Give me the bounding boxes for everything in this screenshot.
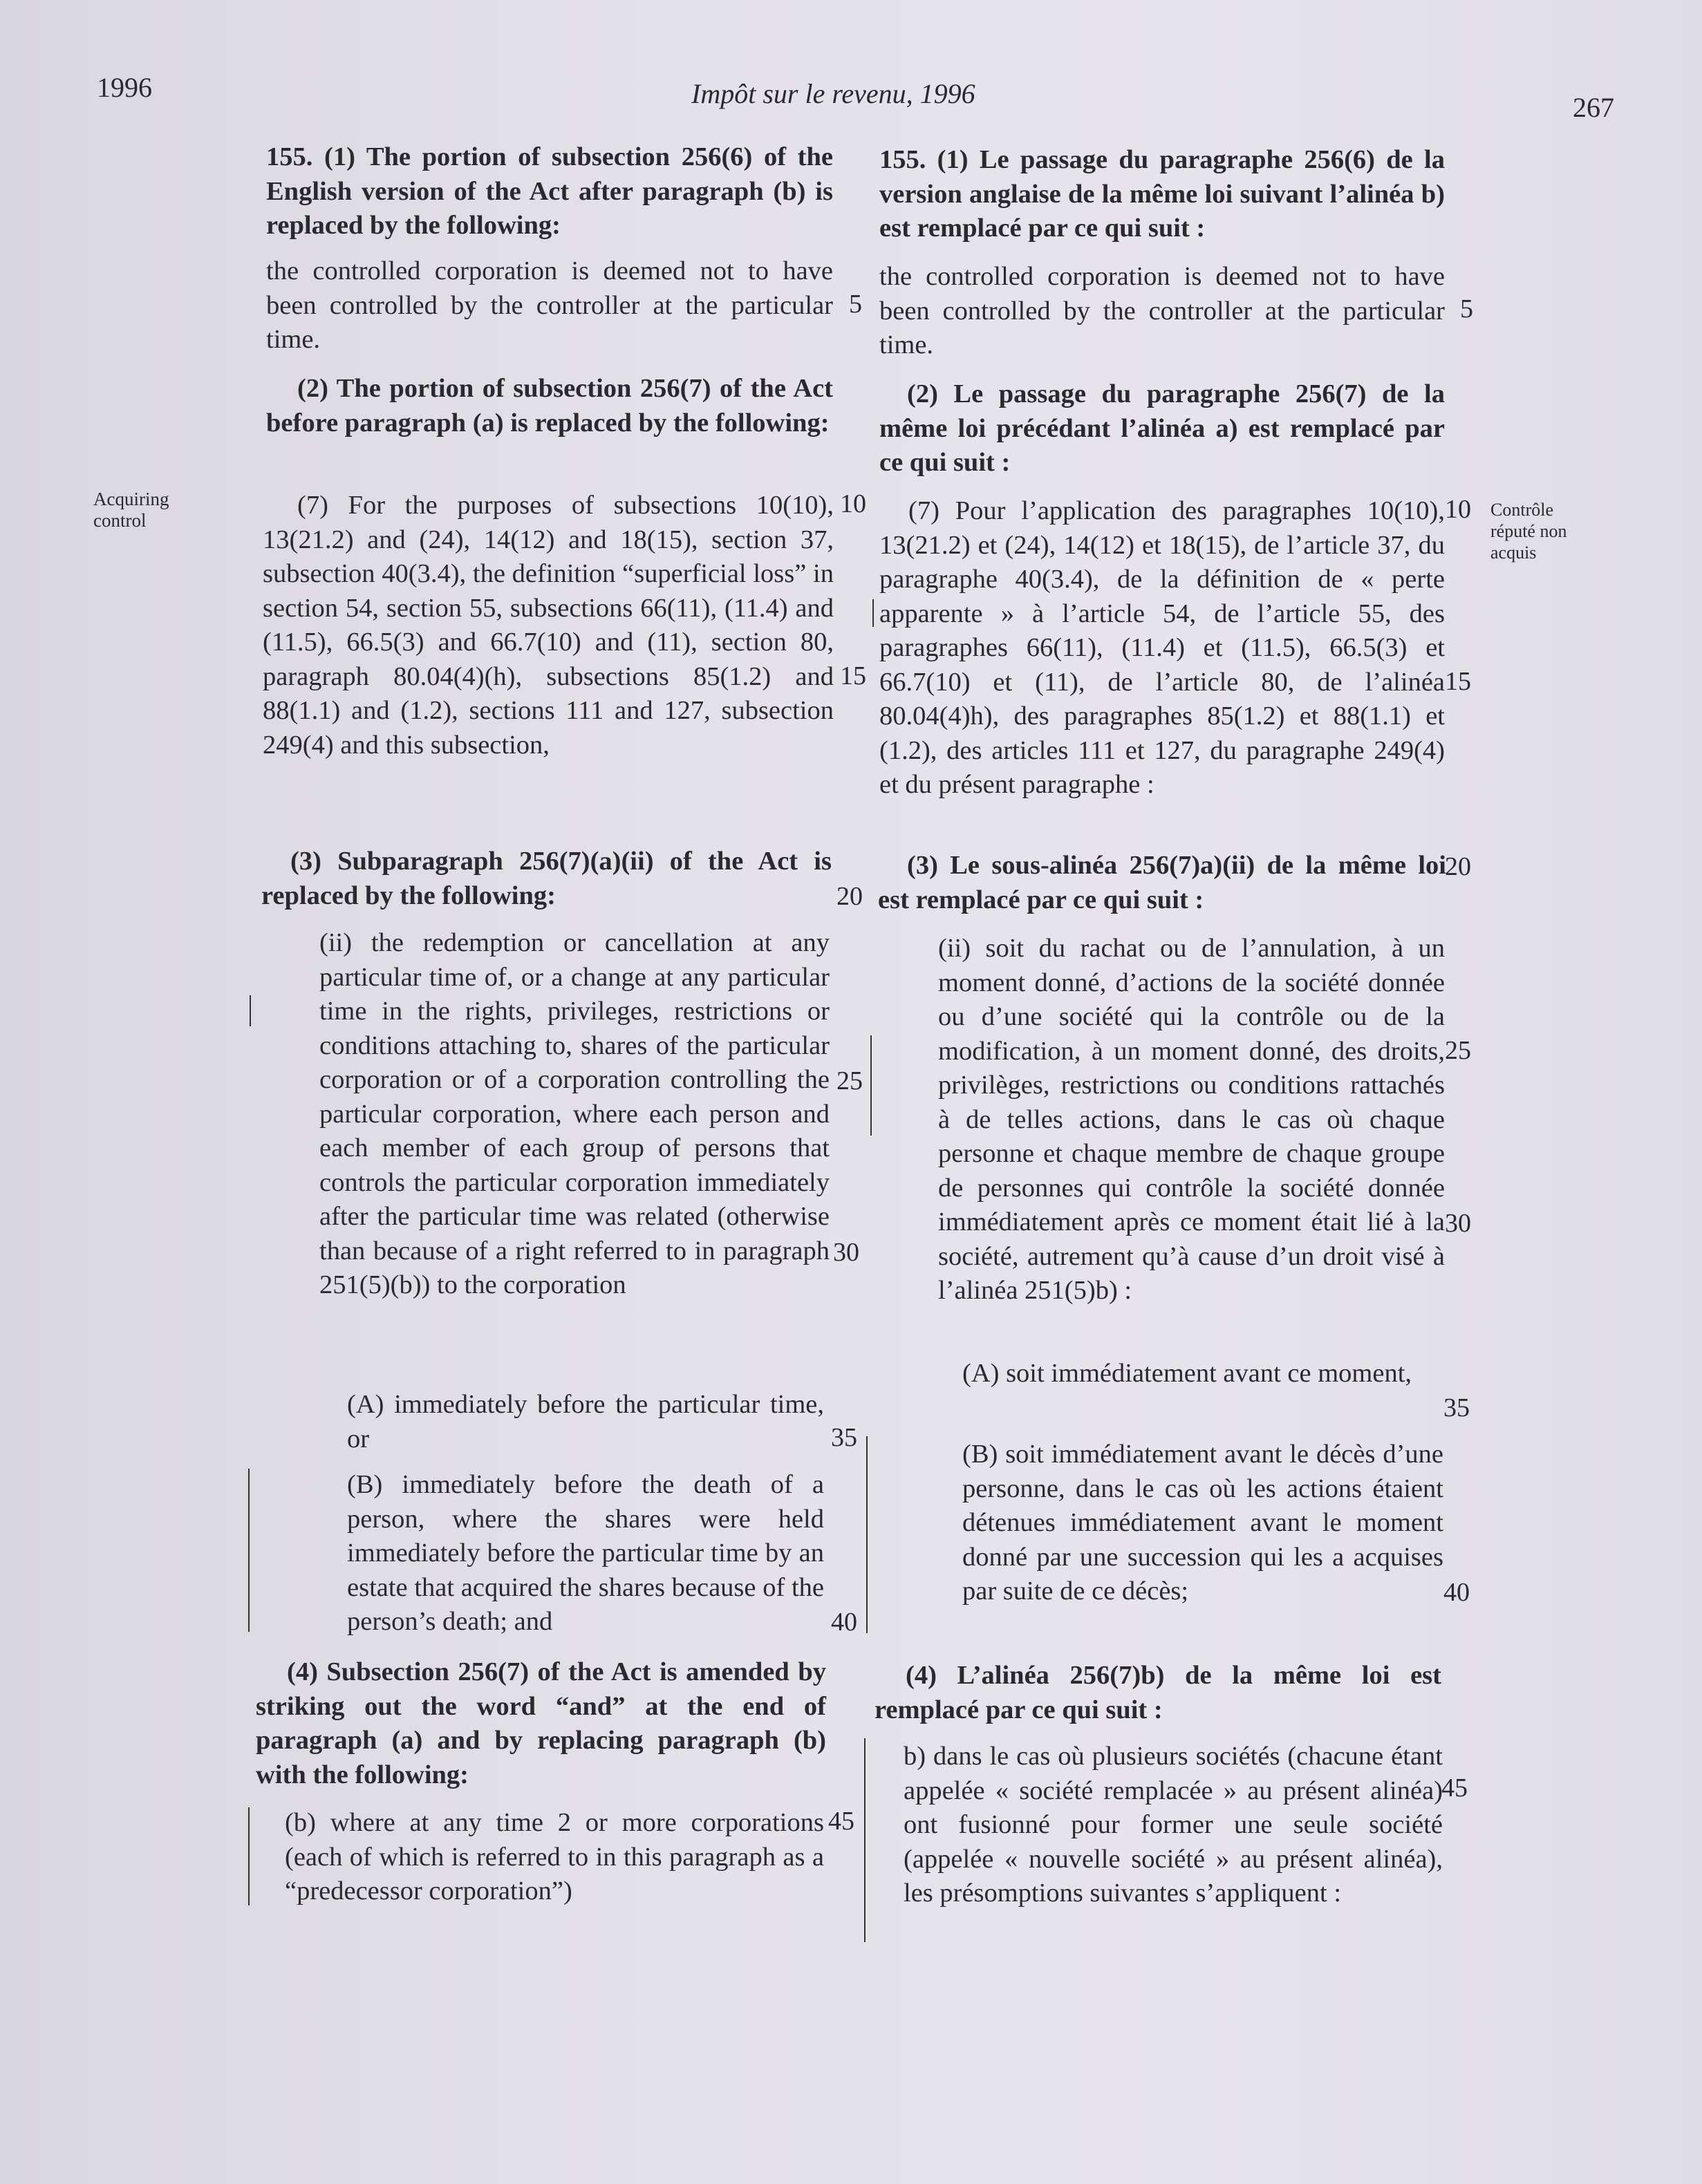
line-number: 5 <box>849 290 862 319</box>
fr-section-2-text: (7) Pour l’application des paragraphes 10(10), 13(21.2) et (24), 14(12) et 18(15), de l’article 37, du paragraphe 40(3.4), de la définition de « perte apparente » à l’article 54, de l’article 55, des paragraphes 66(11), (11.4) et (11.5), 66.5(3) et 66.7(10) et (11), de l’article 80, de l’alinéa 80.04(4)h), des paragraphes 85(1.2) et 88(1.1) et (1.2), des articles 111 et 127, du paragraphe 249(4) et du présent paragraphe : <box>879 496 1445 799</box>
en-section-3-ii: (ii) the redemption or cancellation at any particular time of, or a change at any particular time in the rights, privileges, restrictions or conditions attaching to, shares of the particular corporation or of a corporation controlling the particular corporation, where each person and each member of each group of persons that controls the particular corporation immediately after the particular time was related (otherwise than because of a right referred to in paragraph 251(5)(b)) to the corporation <box>319 928 830 1299</box>
line-number: 10 <box>1445 495 1471 524</box>
change-bar <box>870 1035 872 1136</box>
line-number: 45 <box>1441 1773 1468 1802</box>
margin-note-fr: Contrôle réputé non acquis <box>1490 500 1567 563</box>
change-bar <box>248 1807 250 1905</box>
line-number: 15 <box>840 661 866 690</box>
en-section-4-text: (b) where at any time 2 or more corporations (each of which is referred to in this paragraph as a “predecessor corporation”) <box>285 1808 824 1905</box>
fr-section-3-B: (B) soit immédiatement avant le décès d’une personne, dans le cas où les actions étaient détenues immédiatement avant le moment donné par une succession qui les a acquises par suite de ce décès; <box>962 1440 1443 1606</box>
en-section-4-heading: (4) Subsection 256(7) of the Act is amended by striking out the word “and” at the end of paragraph (a) and by replacing paragraph (b) with the following: <box>256 1657 826 1789</box>
change-bar <box>250 995 251 1026</box>
en-section-1-heading: 155. (1) The portion of subsection 256(6) of the English version of the Act after paragraph (b) is replaced by the following: <box>266 142 833 240</box>
fr-section-3-A: (A) soit immédiatement avant ce moment, <box>962 1359 1412 1388</box>
fr-section-1-heading: 155. (1) Le passage du paragraphe 256(6) de la version anglaise de la même loi suivant l’alinéa b) est remplacé par ce qui suit : <box>879 145 1445 243</box>
fr-section-4-text: b) dans le cas où plusieurs sociétés (chacune étant appelée « société remplacée » au présent alinéa) ont fusionné pour former une seule société (appelée « nouvelle société » au présent alinéa), les présomptions suivantes s’appliquent : <box>904 1742 1443 1908</box>
change-bar <box>866 1436 868 1633</box>
change-bar <box>864 1738 866 1942</box>
fr-section-3-ii: (ii) soit du rachat ou de l’annulation, à un moment donné, d’actions de la société donnée ou d’une société qui la contrôle ou de la modification, à un moment donné, des droits, privilèges, restrictions ou conditions rattachés à de telles actions, dans le cas où chaque personne et chaque membre de chaque groupe de personnes qui contrôle la société donnée immédiatement après ce moment était lié à la société, autrement qu’à cause d’un droit visé à l’alinéa 251(5)b) : <box>938 934 1445 1305</box>
header-title: Impôt sur le revenu, 1996 <box>691 78 975 109</box>
line-number: 10 <box>840 489 866 518</box>
line-number: 25 <box>836 1066 863 1095</box>
margin-note-en: Acquiring control <box>93 489 169 531</box>
line-number: 35 <box>1443 1393 1470 1422</box>
line-number: 40 <box>1443 1578 1470 1607</box>
line-number: 30 <box>1445 1209 1471 1238</box>
line-number: 15 <box>1445 667 1471 696</box>
fr-section-4-heading: (4) L’alinéa 256(7)b) de la même loi est remplacé par ce qui suit : <box>875 1661 1441 1724</box>
fr-section-1-text: the controlled corporation is deemed not to have been controlled by the controller at the particular time. <box>879 262 1445 359</box>
en-section-2-text: (7) For the purposes of subsections 10(10), 13(21.2) and (24), 14(12) and 18(15), section 37, subsection 40(3.4), the definition “superficial loss” in section 54, section 55, subsections 66(11), (11.4) and (11.5), 66.5(3) and 66.7(10) and (11), section 80, paragraph 80.04(4)(h), subsections 85(1.2) and 88(1.1) and (1.2), sections 111 and 127, subsection 249(4) and this subsection, <box>263 491 834 760</box>
line-number: 25 <box>1445 1036 1471 1065</box>
change-bar <box>872 599 874 627</box>
line-number: 35 <box>831 1423 857 1452</box>
line-number: 5 <box>1460 294 1473 323</box>
line-number: 45 <box>828 1807 854 1836</box>
page-number: 267 <box>1573 92 1614 123</box>
line-number: 20 <box>836 882 863 911</box>
en-section-2-heading: (2) The portion of subsection 256(7) of the Act before paragraph (a) is replaced by the following: <box>266 374 833 437</box>
en-section-1-text: the controlled corporation is deemed not to have been controlled by the controller at the particular time. <box>266 256 833 354</box>
en-section-3-B: (B) immediately before the death of a person, where the shares were held immediately before the particular time by an estate that acquired the shares because of the person’s death; and <box>347 1470 824 1636</box>
line-number: 20 <box>1445 852 1471 881</box>
fr-section-3-heading: (3) Le sous-alinéa 256(7)a)(ii) de la même loi est remplacé par ce qui suit : <box>878 851 1446 914</box>
en-section-3-A: (A) immediately before the particular time, or <box>347 1390 824 1453</box>
header-year: 1996 <box>97 72 152 103</box>
change-bar <box>248 1469 250 1632</box>
line-number: 30 <box>833 1238 859 1267</box>
line-number: 40 <box>831 1608 857 1637</box>
en-section-3-heading: (3) Subparagraph 256(7)(a)(ii) of the Act is replaced by the following: <box>261 847 832 910</box>
fr-section-2-heading: (2) Le passage du paragraphe 256(7) de la même loi précédant l’alinéa a) est remplacé par ce qui suit : <box>879 379 1445 477</box>
